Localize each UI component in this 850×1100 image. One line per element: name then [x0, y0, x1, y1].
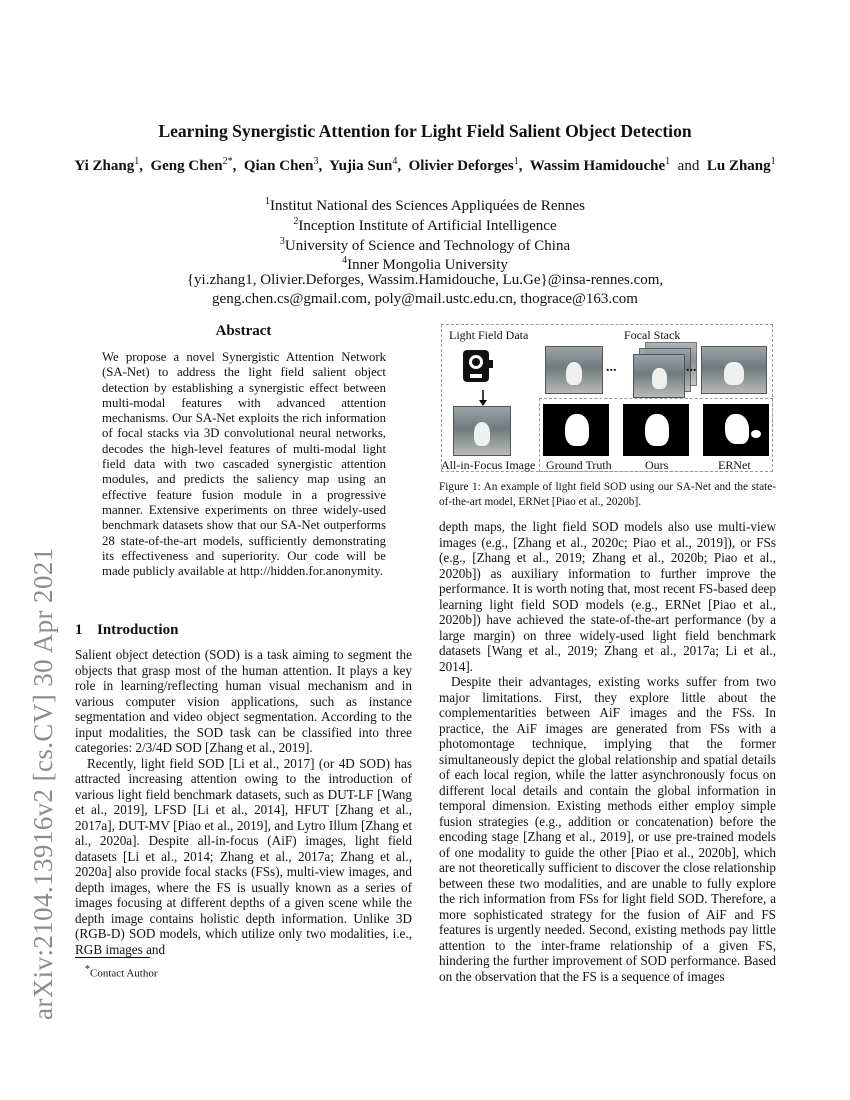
arxiv-stamp [10, 300, 58, 1020]
figure-caption: Figure 1: An example of light field SOD using our SA-Net and the state-of-the-art model, ERNet [Piao et al., 2020b]. [439, 481, 776, 508]
abstract [102, 350, 386, 579]
right-column [439, 519, 776, 984]
author: Yujia Sun [329, 158, 393, 174]
focal-slice-image [701, 346, 767, 394]
affiliation: $^2$Inception Institute of Artificial Intelligence [293, 216, 557, 234]
abstract-heading: Abstract [215, 323, 272, 339]
author-sup: 1 [513, 156, 519, 167]
author-and: and [677, 158, 700, 174]
author-sup: 1 [665, 156, 671, 167]
ellipsis: ... [686, 360, 697, 375]
section-heading [75, 622, 412, 639]
author: Lu Zhang [706, 158, 771, 174]
ellipsis: ... [606, 360, 617, 375]
author-sup: 1 [134, 156, 140, 167]
ernet-mask [703, 404, 769, 456]
paragraph: Recently, light field SOD [Li et al., 2017] (or 4D SOD) has attracted increasing attention owing to the introduction of various light field benchmark datasets, such as DUT-LF [Wang et al., 2019], LFSD [Li et al., 2014], HFUT [Zhang et al., 2017a], DUT-MV [Piao et al., 2019], and Lytro Illum [Zhang et al., 2020a]. Despite all-in-focus (AiF) images, light field datasets [Li et al., 2014; Zhang et al., 2017a; Zhang et al., 2020a] also provide focal stacks (FSs), multi-view images, and depth images, where the FS is usually known as a series of images focusing at different depths of a given scene while the depth image contains holistic depth information. Unlike 3D (RGB-D) SOD models, which utilize only two modalities, i.e., RGB images and [75, 755, 412, 957]
abstract-heading-wrap [75, 323, 412, 340]
affiliation: $^3$University of Science and Technology of China [279, 236, 571, 254]
paragraph: Salient object detection (SOD) is a task aiming to segment the objects that grasp most of the human attention. It plays a key role in learning/reflecting human visual mechanism and in various computer vision applications, such as instance segmentation and video object segmentation. According to the input modalities, the SOD task can be classified into three categories: 2/3/4D SOD [Zhang et al., 2019]. [75, 647, 412, 755]
author-sup: 3 [313, 156, 319, 167]
intro-section [75, 622, 412, 957]
author: Olivier Deforges [408, 158, 514, 174]
aif-label: All-in-Focus Image [441, 458, 536, 472]
author: Wassim Hamidouche [529, 158, 666, 174]
author-sup: 1 [770, 156, 776, 167]
paragraph: depth maps, the light field SOD models also use multi-view images (e.g., [Zhang et al., 2020c; Piao et al., 2019]), or FSs (e.g., [Zhang et al., 2019; Zhang et al., 2020b; Piao et al., 2020b]) as auxiliary information to further improve the performance. It is worth noting that, most recent FS-based deep learning light field SOD models (e.g., ERNet [Piao et al., 2020b]) have achieved the state-of-the-art performance (by a large margin) on three widely-used light field benchmark datasets [Wang et al., 2019; Zhang et al., 2017a; Li et al., 2014]. [439, 519, 776, 674]
paragraph: Despite their advantages, existing works suffer from two major limitations. First, they explore little about the complementarities between AiF images and the FSs. In practice, the AiF images are generated from FSs with a photomontage technique, implying that the former simultaneously depict the global relationship and spatial details of each local region, while the latter asynchronously focus on different local details and contain the global information in temporal dimension. Existing methods either employ simple fusion strategies (e.g., addition or concatenation) before the encoding stage [Zhang et al., 2019], or use pre-trained models of one modality to guide the other [Piao et al., 2020b], which are not theoretically sufficient to discover the close relationship between these two modalities, and are unable to fully explore the rich information from FSs for light field SOD. Therefore, a more sophisticated strategy for the fusion of AiF and FS features is urgently needed. Second, existing methods pay little attention to the inter-frame relationship of a given FS, hindering the further improvement of SOD performance. Based on the observation that the FS is a sequence of images [439, 674, 776, 984]
light-field-label: Light Field Data [449, 328, 529, 342]
focal-slice-image [545, 346, 603, 394]
ground-truth-mask [543, 404, 609, 456]
author: Yi Zhang [74, 158, 135, 174]
ours-mask [623, 404, 689, 456]
section-title: Introduction [97, 622, 179, 638]
author-sup: 4 [392, 156, 398, 167]
author: Qian Chen [243, 158, 314, 174]
author-list: Yi Zhang$^1$, Geng Chen$^{2*}$, Qian Chen$^3$, Yujia Sun$^4$, Olivier Deforges$^1$, Wassim Hamidouche$^1$ and Lu Zhang$^1$ [74, 156, 776, 174]
email-line: geng.chen.cs@gmail.com, poly@mail.ustc.edu.cn, thograce@163.com [212, 291, 638, 307]
camera-icon [461, 346, 493, 386]
aif-image [453, 406, 511, 456]
email-line: {yi.zhang1, Olivier.Deforges, Wassim.Hamidouche, Lu.Ge}@insa-rennes.com, [186, 272, 664, 288]
affiliation: $^4$Inner Mongolia University [342, 255, 508, 273]
abstract-text: We propose a novel Synergistic Attention Network (SA-Net) to address the light field salient object detection by establishing a synergistic effect between multi-modal features with advanced attention mechanisms. Our SA-Net exploits the rich information of focal stacks via 3D convolutional neural networks, decodes the high-level features of multi-modal light field data with two cascaded synergistic attention modules, and predicts the saliency map using an effective feature fusion module in a progressive manner. Extensive experiments on three widely-used benchmark datasets show that our SA-Net outperforms 28 state-of-the-art models, sufficiently demonstrating its effectiveness and superiority. Our code will be made publicly available at http://hidden.for.anonymity. [102, 350, 386, 579]
ours-label: Ours [645, 458, 669, 472]
ernet-label: ERNet [718, 458, 751, 472]
paper-title: Learning Synergistic Attention for Light Field Salient Object Detection [158, 121, 692, 141]
gt-label: Ground Truth [546, 458, 612, 472]
footnote-rule [75, 957, 150, 958]
focal-slice-image [633, 354, 685, 398]
focal-stack-label: Focal Stack [624, 328, 681, 342]
arxiv-id: arXiv:2104.13916v2 [cs.CV] 30 Apr 2021 [28, 547, 58, 1020]
section-number: 1 [75, 622, 83, 638]
author-sup: 2* [222, 156, 233, 167]
figure-1 [439, 322, 773, 472]
author: Geng Chen [150, 158, 223, 174]
arrow-down-icon [478, 390, 488, 406]
affiliation: $^1$Institut National des Sciences Appliquées de Rennes [265, 196, 585, 214]
footnote: *Contact Author [85, 964, 158, 980]
